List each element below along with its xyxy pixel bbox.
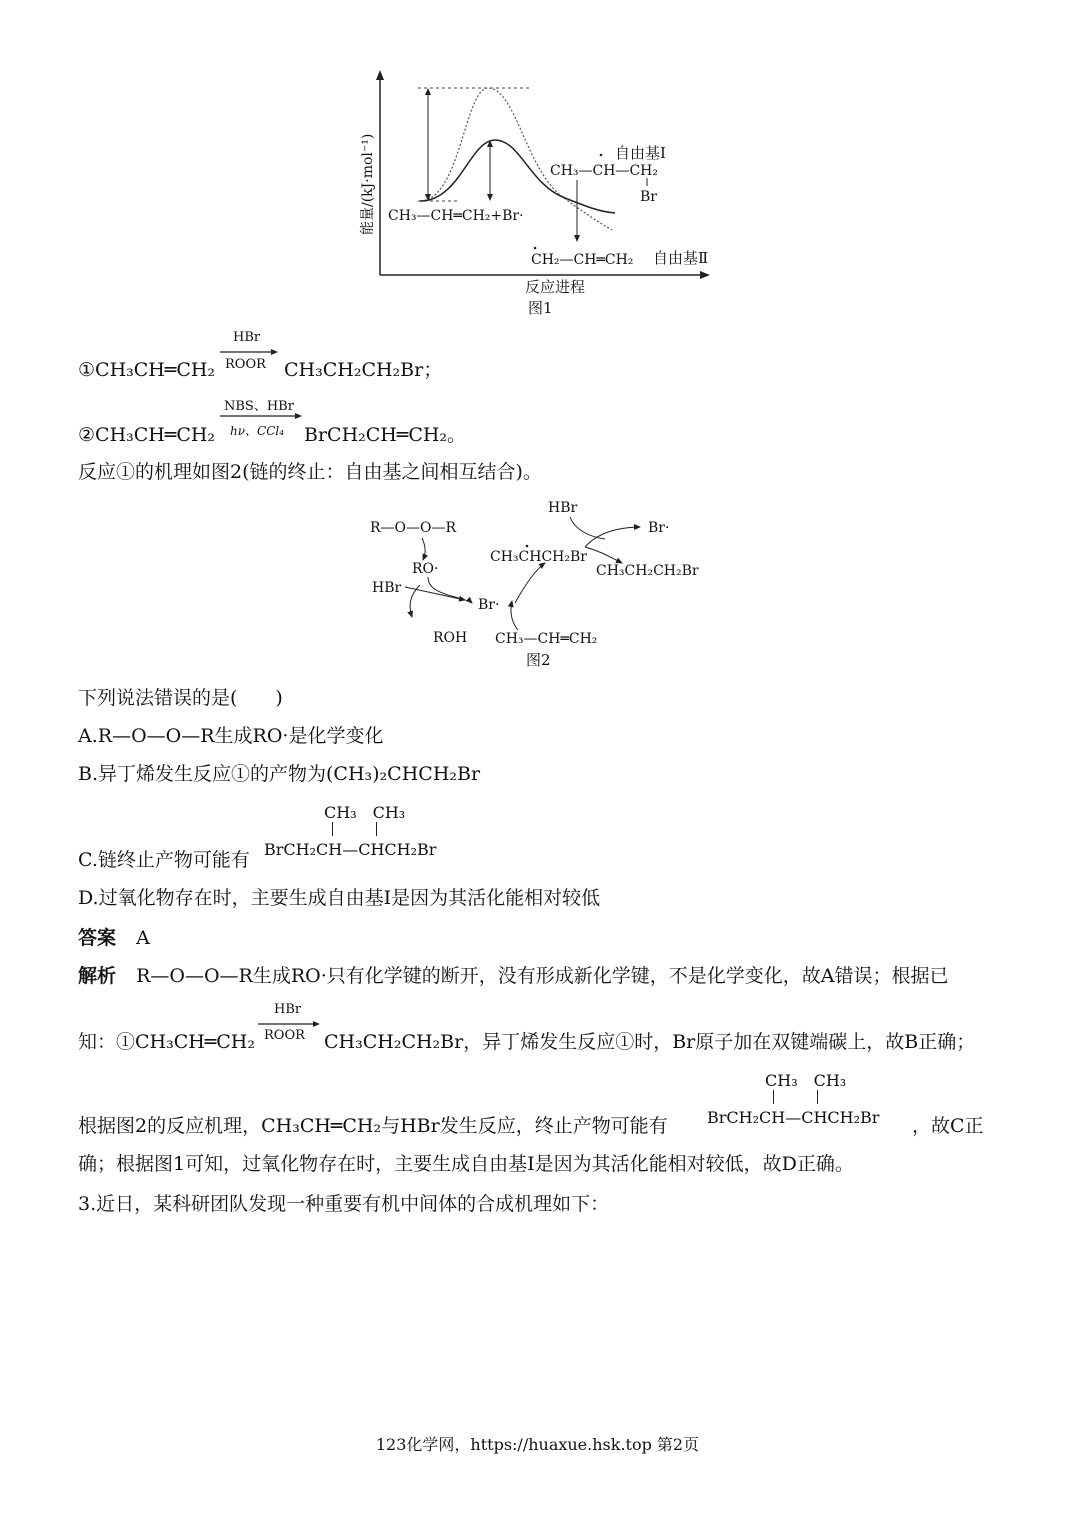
next-question: 3.近日，某科研团队发现一种重要有机中间体的合成机理如下： xyxy=(78,1193,610,1215)
reaction-2-number: ② xyxy=(78,424,96,446)
reaction-1-number: ① xyxy=(78,359,96,381)
radical-label: CH₃CHCH₂Br xyxy=(490,549,587,565)
hbr-left-label: HBr xyxy=(372,580,402,596)
analysis-line-3-prefix: 根据图2的反应机理，CH₃CH═CH₂与HBr发生反应，终止产物可能有 xyxy=(78,1115,668,1137)
page-footer: 123化学网，https://huaxue.hsk.top 第2页 xyxy=(375,1435,700,1454)
y-axis-label: 能量/(kJ·mol⁻¹) xyxy=(360,133,376,235)
mechanism-diagram xyxy=(360,495,720,675)
reactants-label: CH₃—CH═CH₂+Br· xyxy=(388,208,524,224)
radical1-br: Br xyxy=(640,189,657,205)
reaction-2-above: NBS、HBr xyxy=(224,399,294,414)
analysis-line-1 xyxy=(78,964,948,988)
br-right-label: Br· xyxy=(648,520,670,536)
reaction-2-product: BrCH₂CH═CH₂。 xyxy=(304,424,467,446)
analysis-line-3-suffix: ，故C正 xyxy=(912,1115,984,1137)
roh-label: ROH xyxy=(433,630,468,646)
reaction-1-above: HBr xyxy=(233,330,261,345)
radical1-formula: CH₃—CH—CH₂ xyxy=(550,163,658,179)
reaction-2-reactant: CH₃CH═CH₂ xyxy=(95,424,216,446)
analysis-structure-bond-2 xyxy=(817,1090,818,1104)
analysis-text-1: R—O—O—R生成RO·只有化学键的断开，没有形成新化学键，不是化学变化，故A错误；根据已 xyxy=(136,965,949,987)
analysis-line-4: 确；根据图1可知，过氧化物存在时，主要生成自由基Ⅰ是因为其活化能相对较低，故D正确。 xyxy=(78,1153,854,1175)
analysis-structure xyxy=(707,1068,917,1132)
answer-value: A xyxy=(136,927,150,949)
x-axis-label: 反应进程 xyxy=(525,278,586,296)
analysis-arrow-below: ROOR xyxy=(264,1028,305,1043)
propene-label: CH₃—CH═CH₂ xyxy=(495,631,598,647)
option-c: C.链终止产物可能有 xyxy=(78,849,250,871)
radical2-formula: CH₂—CH═CH₂ xyxy=(531,252,634,268)
reaction-1-reactant: CH₃CH═CH₂ xyxy=(95,359,216,381)
structure-bond-2 xyxy=(376,822,377,836)
analysis-line-2-prefix: 知：①CH₃CH═CH₂ xyxy=(78,1031,255,1053)
reaction-2 xyxy=(78,423,215,447)
analysis-arrow xyxy=(256,1002,322,1048)
reaction-2-arrow xyxy=(218,395,304,441)
analysis-label: 解析 xyxy=(78,965,117,987)
analysis-structure-main: BrCH₂CH—CHCH₂Br xyxy=(707,1108,880,1127)
radical2-label: 自由基Ⅱ xyxy=(653,249,709,267)
analysis-structure-bond-1 xyxy=(773,1090,774,1104)
analysis-structure-top: CH₃ CH₃ xyxy=(765,1071,847,1090)
option-d: D.过氧化物存在时，主要生成自由基Ⅰ是因为其活化能相对较低 xyxy=(78,887,601,909)
radical1-label: 自由基Ⅰ xyxy=(615,144,666,162)
option-b: B.异丁烯发生反应①的产物为(CH₃)₂CHCH₂Br xyxy=(78,763,481,785)
figure1-caption: 图1 xyxy=(528,299,553,317)
mechanism-intro: 反应①的机理如图2(链的终止：自由基之间相互结合)。 xyxy=(78,461,542,483)
structure-bond-1 xyxy=(332,822,333,836)
option-c-structure xyxy=(264,800,484,864)
structure-top: CH₃ CH₃ xyxy=(324,803,406,822)
reaction-1 xyxy=(78,358,215,382)
product-label: CH₃CH₂CH₂Br xyxy=(596,563,699,579)
question-stem: 下列说法错误的是( ) xyxy=(78,687,283,709)
analysis-line-2-suffix: CH₃CH₂CH₂Br，异丁烯发生反应①时，Br原子加在双键端碳上，故B正确； xyxy=(324,1031,976,1053)
answer-label: 答案 xyxy=(78,927,117,949)
reaction-1-product: CH₃CH₂CH₂Br； xyxy=(284,359,443,381)
energy-diagram xyxy=(350,70,750,325)
reaction-1-arrow xyxy=(218,330,280,376)
structure-main: BrCH₂CH—CHCH₂Br xyxy=(264,840,437,859)
br-center-label: Br· xyxy=(478,597,500,613)
reaction-2-below: hν、CCl₄ xyxy=(230,424,285,438)
ro-label: RO· xyxy=(412,561,439,577)
option-a: A.R—O—O—R生成RO·是化学变化 xyxy=(78,725,384,747)
figure2-caption: 图2 xyxy=(526,651,551,669)
hbr-top-label: HBr xyxy=(548,500,578,516)
reaction-1-below: ROOR xyxy=(225,357,266,372)
roor-label: R—O—O—R xyxy=(370,520,457,536)
answer-row xyxy=(78,926,150,950)
analysis-arrow-above: HBr xyxy=(274,1002,302,1017)
